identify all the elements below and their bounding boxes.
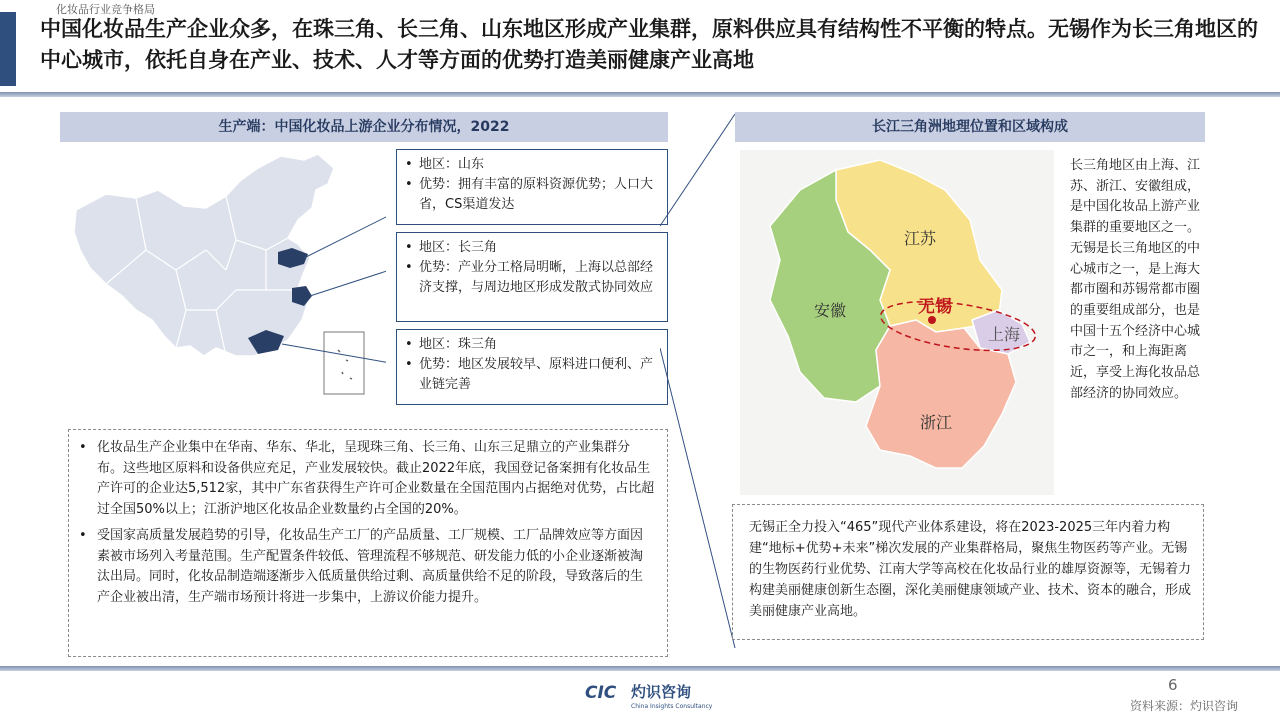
map-label-zhejiang: 浙江 <box>920 413 953 432</box>
wuxi-marker <box>928 316 936 324</box>
callout-yangtze-delta: • 地区：长三角 • 优势：产业分工格局明晰，上海以总部经济支撑，与周边地区形成发散式协同效应 <box>396 232 668 322</box>
callout-region: 地区：珠三角 <box>419 337 498 352</box>
map-label-jiangsu: 江苏 <box>904 229 937 248</box>
page-title: 中国化妆品生产企业众多，在珠三角、长三角、山东地区形成产业集群，原料供应具有结构性不平衡的特点。无锡作为长三角地区的中心城市，依托自身在产业、技术、人才等方面的优势打造美丽健康产业高地 <box>40 17 1258 72</box>
summary-bullet: 受国家高质量发展趋势的引导，化妆品生产工厂的产品质量、工厂规模、工厂品牌效应等方面因素被市场列入考量范围。生产配置条件较低、管理流程不够规范、研发能力低的小企业逐渐被淘汰出局。同时，化妆品制造端逐渐步入低质量供给过剩、高质量供给不足的阶段，导致落后的生产企业被出清，生产端市场预计将进一步集中，上游议价能力提升。 <box>97 528 644 605</box>
accent-bar <box>0 12 16 86</box>
right-summary-box: 无锡正全力投入“465”现代产业体系建设，将在2023-2025三年内着力构建“地标+优势+未来”梯次发展的产业集群格局，聚焦生物医药等产业。无锡的生物医药行业优势、江南大学等高校在化妆品行业的雄厚资源等，无锡着力构建美丽健康创新生态圈，深化美丽健康领域产业、技术、资本的融合，形成美丽健康产业高地。 <box>732 504 1204 640</box>
callout-advantage: 优势：拥有丰富的原料资源优势；人口大省，CS渠道发达 <box>419 177 654 212</box>
left-summary-box: • 化妆品生产企业集中在华南、华东、华北，呈现珠三角、长三角、山东三足鼎立的产业集群分布。这些地区原料和设备供应充足，产业发展较快。截止2022年底，我国登记备案拥有化妆品生产许可的企业达5,512家，其中广东省获得生产许可企业数量在全国范围内占据绝对优势，占比超过全国50%以上；江浙沪地区化妆品企业数量约占全国的20%。 • 受国家高质量发展趋势的引导，化妆品生产工厂的产品质量、工厂规模、工厂品牌效应等方面因素被市场列入考量范围。生产配置条件较低、管理流程不够规范、研发能力低的小企业逐渐被淘汰出局。同时，化妆品制造端逐渐步入低质量供给过剩、高质量供给不足的阶段，导致落后的生产企业被出清，生产端市场预计将进一步集中，上游议价能力提升。 <box>68 429 668 657</box>
right-panel-header: 长江三角洲地理位置和区域构成 <box>735 112 1205 142</box>
china-map <box>66 150 386 400</box>
right-description: 长三角地区由上海、江苏、浙江、安徽组成，是中国化妆品上游产业集群的重要地区之一。无锡是长三角地区的中心城市之一，是上海大都市圈和苏锡常都市圈的重要组成部分，也是中国十五个经济中心城市之一，和上海距离近，享受上海化妆品总部经济的协同效应。 <box>1070 158 1201 401</box>
map-label-anhui: 安徽 <box>814 301 847 320</box>
callout-pearl-delta: • 地区：珠三角 • 优势：地区发展较早、原料进口便利、产业链完善 <box>396 329 668 405</box>
header-divider <box>0 92 1280 97</box>
summary-bullet: 化妆品生产企业集中在华南、华东、华北，呈现珠三角、长三角、山东三足鼎立的产业集群分布。这些地区原料和设备供应充足，产业发展较快。截止2022年底，我国登记备案拥有化妆品生产许可的企业达5,512家，其中广东省获得生产许可企业数量在全国范围内占据绝对优势，占比超过全国50%以上；江浙沪地区化妆品企业数量约占全国的20%。 <box>97 440 655 517</box>
logo-subtext: China Insights Consultancy <box>631 703 713 710</box>
connector-lines <box>660 108 740 668</box>
south-sea-inset <box>324 332 364 394</box>
callout-line-shandong <box>304 212 386 258</box>
logo-mark: CIC <box>585 683 617 703</box>
callout-advantage: 优势：产业分工格局明晰，上海以总部经济支撑，与周边地区形成发散式协同效应 <box>419 260 654 295</box>
callout-advantage: 优势：地区发展较早、原料进口便利、产业链完善 <box>419 357 654 392</box>
yangtze-delta-map <box>740 150 1054 495</box>
source-note: 资料来源：灼识咨询 <box>1130 699 1239 713</box>
callout-region: 地区：山东 <box>419 157 485 172</box>
section-label: 化妆品行业竞争格局 <box>56 3 155 16</box>
yangtze-delta-region <box>292 286 312 306</box>
callout-shandong: • 地区：山东 • 优势：拥有丰富的原料资源优势；人口大省，CS渠道发达 <box>396 149 668 225</box>
logo-text: 灼识咨询 <box>631 683 692 701</box>
callout-region: 地区：长三角 <box>419 240 498 255</box>
footer-divider <box>0 666 1280 671</box>
map-label-shanghai: 上海 <box>988 325 1021 344</box>
callout-line-yrd <box>310 268 386 296</box>
page-number: 6 <box>1168 676 1178 694</box>
company-logo <box>585 680 715 712</box>
map-label-wuxi: 无锡 <box>918 297 952 317</box>
left-panel-header: 生产端：中国化妆品上游企业分布情况，2022 <box>60 112 668 142</box>
